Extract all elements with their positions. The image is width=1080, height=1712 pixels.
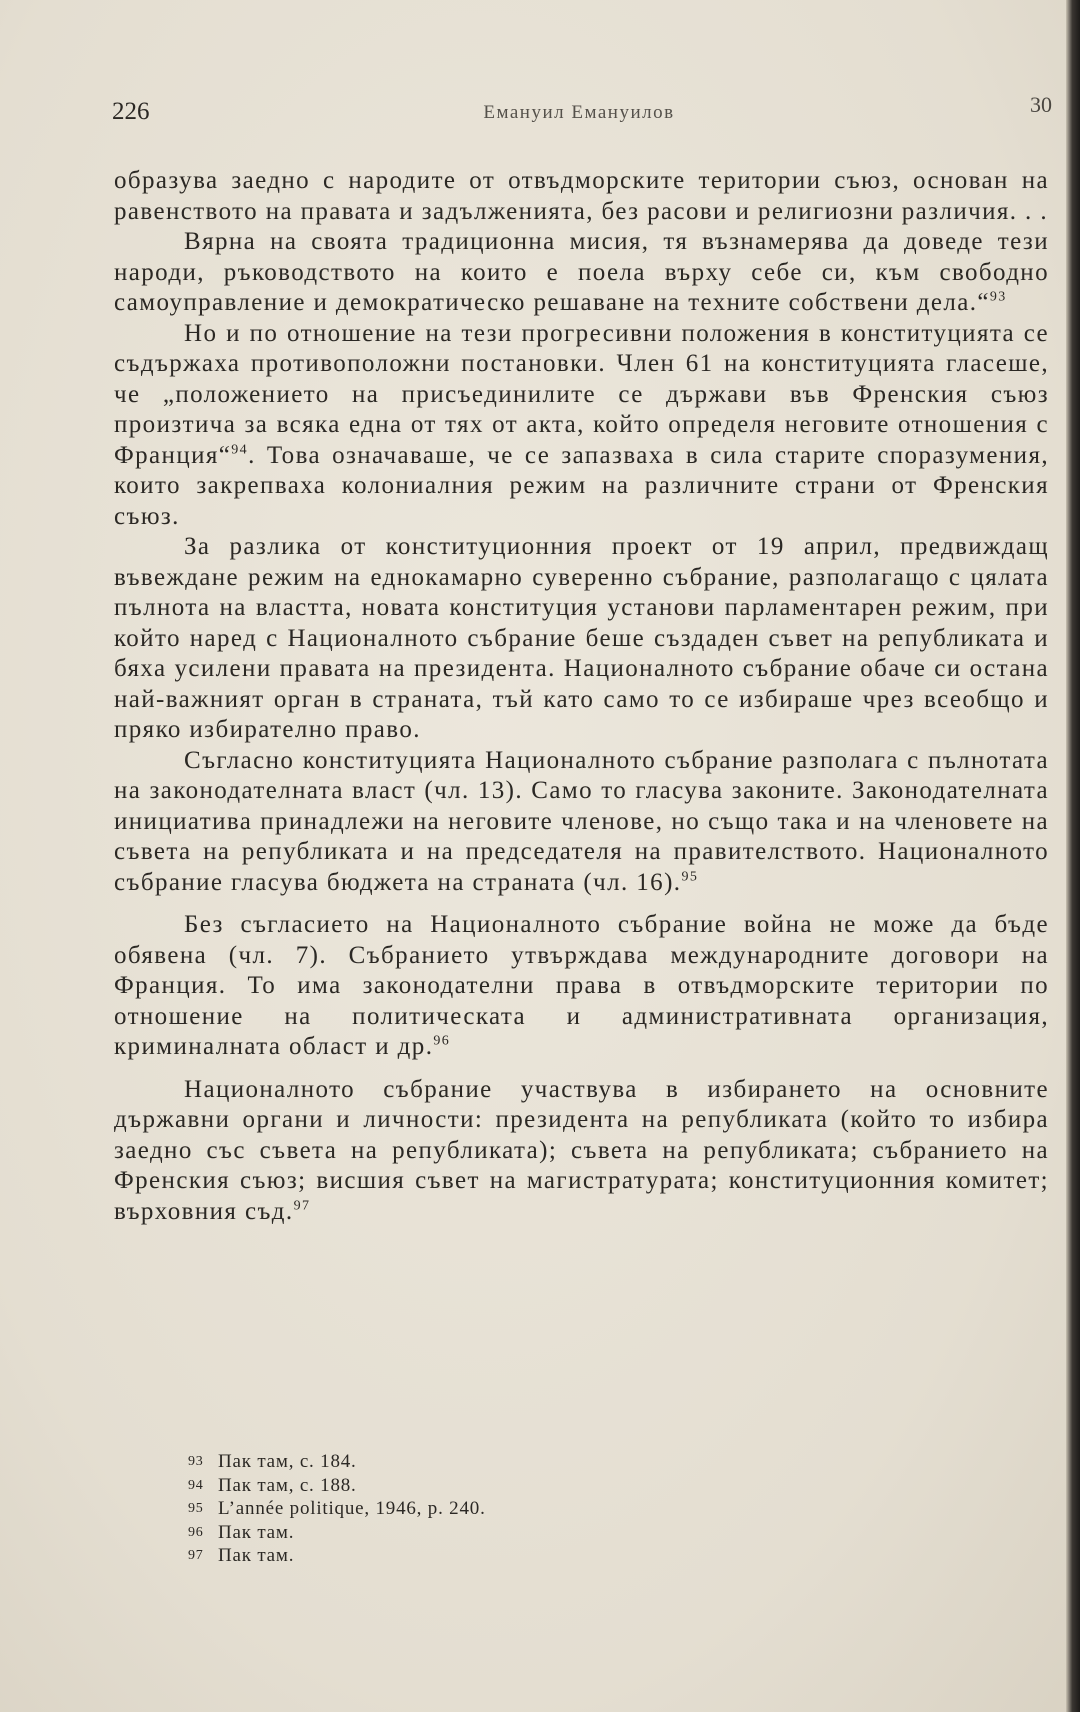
footnotes (188, 1450, 888, 1568)
body-text (114, 166, 1049, 1227)
paragraph: Националното събрание участвува в избирането на основните държавни органи и личности: президента на републиката (който то избира заедно със съвета на републиката); съвета на републиката; събранието на Френския съюз; висшия съвет на магистратурата; конституционния комитет; върховния съд.$^{97}$ (114, 1075, 1049, 1225)
page-number: 226 (112, 98, 150, 125)
page-header (112, 92, 1052, 130)
corner-mark: 30 (1030, 92, 1052, 117)
footnote-ref: 97 (293, 1198, 311, 1214)
paragraph: образува заедно с народите от отвъдморските територии съюз, основан на равенството на правата и задълженията, без расови и религиозни различия. . . (114, 167, 1049, 225)
running-head: Емануил Емануилов (483, 102, 675, 123)
footnote: 95 L’année politique, 1946, p. 240. (188, 1498, 486, 1519)
footnote-ref: 94 (231, 442, 249, 458)
footnote: 96 Пак там. (188, 1521, 295, 1543)
paragraph: За разлика от конституционния проект от 19 април, предвиждащ въвеждане режим на еднокамарно суверенно събрание, разполагащо с цялата пълнота на властта, новата конституция установи парламентарен режим, при който наред с Националното събрание беше създаден съвет на републиката и бяха усилени правата на президента. Националното събрание обаче си остана най-важният орган в страната, тъй като само то се избираше чрез всеобщо и пряко избирателно право. (114, 533, 1049, 743)
paragraph: Съгласно конституцията Националното събрание разполага с пълнотата на законодателната власт (чл. 13). Само то гласува законите. Законодателната инициатива принадлежи на неговите членове, но също така и на членовете на съвета на републиката и на председателя на правителството. Националното събрание гласува бюджета на страната (чл. 16).$^{95}$ (114, 746, 1049, 896)
footnote: 94 Пак там, с. 188. (188, 1474, 357, 1496)
paragraph: Но и по отношение на тези прогресивни положения в конституцията се съдържаха противоположни постановки. Член 61 на конституцията гласеше, че „положението на присъединилите се държави във Френския съюз произтича за всяка една от тях от акта, който определя неговите отношения с Франция“$^{94}$. Това означаваше, че се запазваха в сила старите споразумения, които закрепваха колониалния режим на различните страни от Френския съюз. (114, 319, 1049, 530)
footnote-ref: 96 (433, 1033, 451, 1049)
footnote-ref: 95 (681, 869, 699, 885)
paragraph: Без съгласието на Националното събрание война не може да бъде обявена (чл. 7). Събранието утвърждава международните договори на Франция. То има законодателни права в отвъдморските територии по отношение на политическата и административната организация, криминалната област и др.$^{96}$ (114, 911, 1049, 1060)
footnote: 93 Пак там, с. 184. (188, 1451, 357, 1472)
footnote: 97 Пак там. (188, 1545, 295, 1566)
page-edge-shadow (1066, 0, 1080, 1712)
paragraph: Вярна на своята традиционна мисия, тя възнамерява да доведе тези народи, ръководството на които е поела върху себе си, към свободно самоуправление и демократическо решаване на техните собствени дела.“$^{93}$ (114, 228, 1049, 316)
footnote-ref: 93 (989, 289, 1007, 305)
